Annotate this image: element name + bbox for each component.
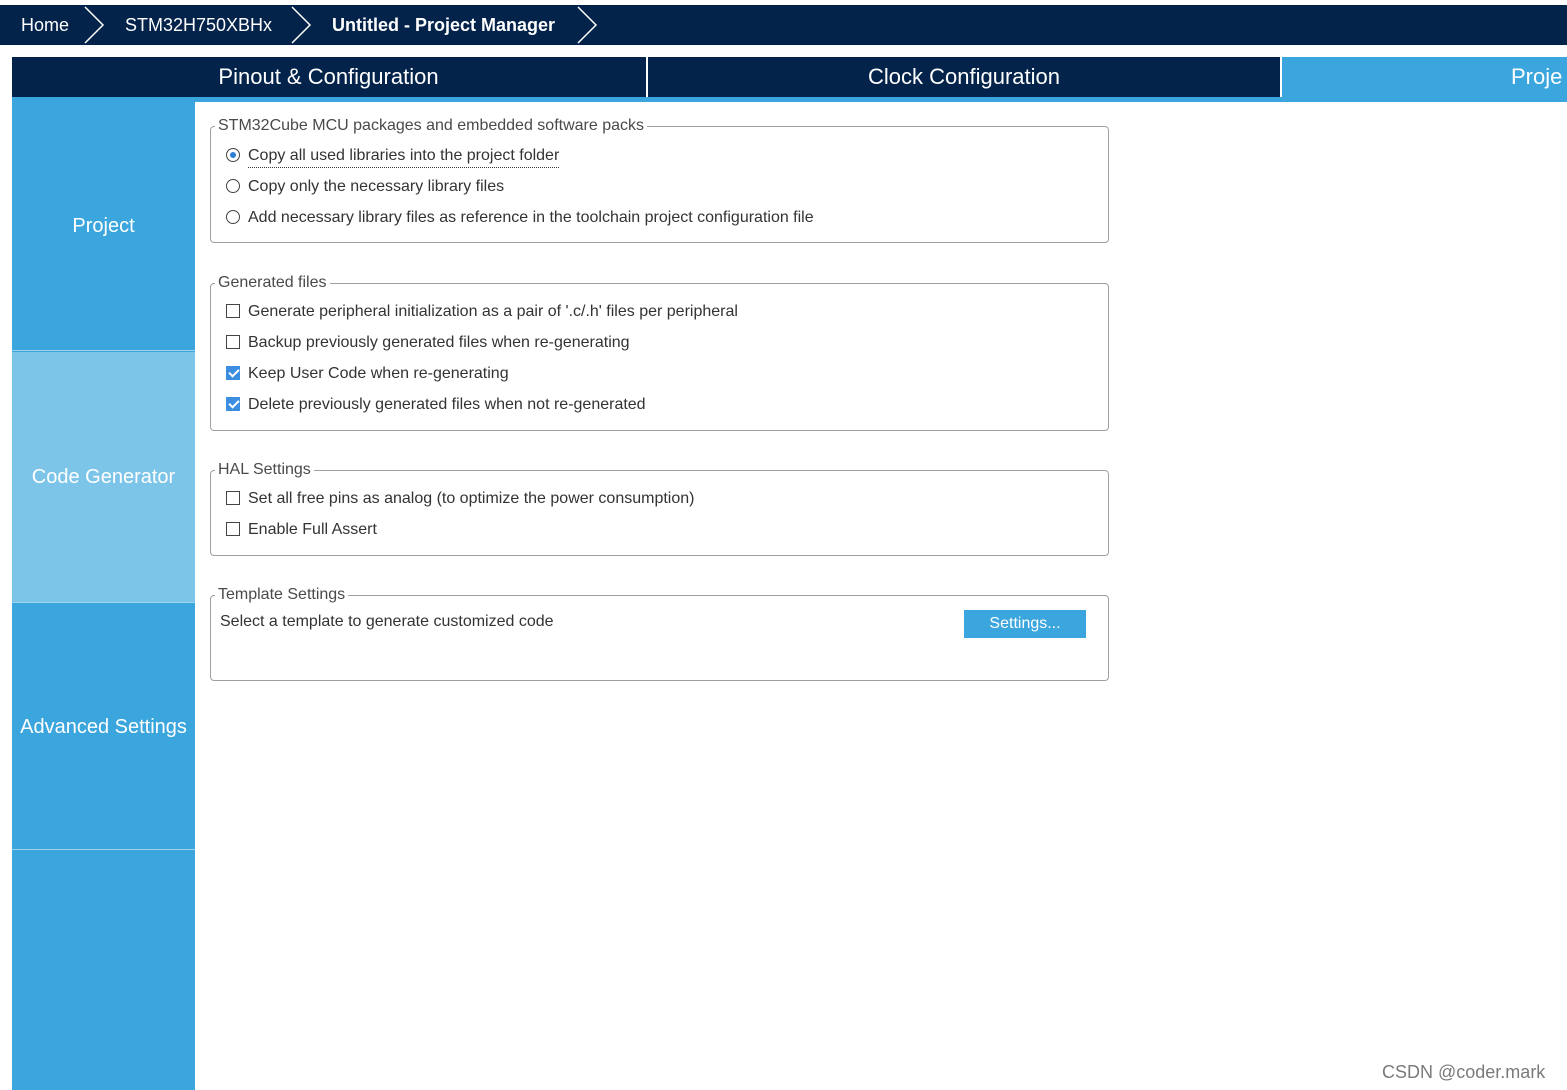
sidebar-divider bbox=[12, 602, 195, 603]
tab-clock-configuration[interactable]: Clock Configuration bbox=[868, 64, 1060, 89]
option-label: Set all free pins as analog (to optimize the power consumption) bbox=[248, 490, 695, 507]
chevron-right-icon bbox=[83, 5, 105, 45]
checkbox-icon[interactable] bbox=[226, 522, 240, 536]
checkbox-icon[interactable] bbox=[226, 491, 240, 505]
option-label: Delete previously generated files when not re-generated bbox=[248, 396, 646, 413]
radio-icon[interactable] bbox=[226, 210, 240, 224]
option-label: Keep User Code when re-generating bbox=[248, 365, 509, 382]
tab-project-manager-label: Proje bbox=[1511, 64, 1563, 89]
option-label: Add necessary library files as reference in the toolchain project configuration file bbox=[248, 209, 814, 226]
radio-icon[interactable] bbox=[226, 179, 240, 193]
hal-settings-group bbox=[210, 461, 1109, 556]
group-title: Template Settings bbox=[215, 585, 348, 605]
tab-pinout-configuration[interactable]: Pinout & Configuration bbox=[218, 64, 439, 89]
sidebar-item-project[interactable] bbox=[12, 102, 195, 350]
checkbox-icon[interactable] bbox=[226, 304, 240, 318]
sidebar-item-label: Code Generator bbox=[31, 465, 176, 488]
breadcrumb bbox=[0, 5, 1567, 45]
watermark: CSDN @coder.mark bbox=[1382, 1062, 1546, 1082]
checkbox-checked-icon[interactable] bbox=[226, 366, 240, 380]
chevron-right-icon bbox=[576, 5, 598, 45]
tab-underline bbox=[12, 97, 1567, 102]
sidebar-item-label: Advanced Settings bbox=[20, 715, 187, 738]
sidebar-divider bbox=[12, 350, 195, 351]
sidebar-item-label: Project bbox=[72, 214, 135, 237]
sidebar-item-code-generator[interactable] bbox=[12, 352, 195, 602]
template-description: Select a template to generate customized code bbox=[220, 613, 554, 630]
breadcrumb-current[interactable]: Untitled - Project Manager bbox=[332, 15, 556, 35]
sidebar bbox=[12, 102, 195, 1090]
generated-files-group bbox=[210, 274, 1109, 431]
settings-button[interactable]: Settings... bbox=[964, 610, 1086, 638]
breadcrumb-device[interactable]: STM32H750XBHx bbox=[125, 15, 273, 35]
tab-project-manager[interactable] bbox=[1282, 57, 1567, 97]
option-label: Copy all used libraries into the project folder bbox=[248, 145, 559, 168]
chevron-right-icon bbox=[290, 5, 312, 45]
sidebar-divider bbox=[12, 849, 195, 850]
option-label: Enable Full Assert bbox=[248, 521, 377, 538]
option-label: Backup previously generated files when re-generating bbox=[248, 334, 630, 351]
option-label: Copy only the necessary library files bbox=[248, 178, 505, 195]
group-title: HAL Settings bbox=[215, 460, 314, 480]
option-label: Generate peripheral initialization as a pair of '.c/.h' files per peripheral bbox=[248, 303, 738, 320]
group-title: STM32Cube MCU packages and embedded software packs bbox=[215, 116, 647, 136]
checkbox-icon[interactable] bbox=[226, 335, 240, 349]
breadcrumb-home[interactable]: Home bbox=[21, 15, 70, 35]
main-tabs bbox=[12, 57, 1567, 97]
packs-group bbox=[210, 117, 1109, 243]
group-title: Generated files bbox=[215, 273, 330, 293]
sidebar-item-advanced-settings[interactable] bbox=[12, 604, 195, 850]
radio-selected-icon[interactable] bbox=[226, 148, 240, 162]
checkbox-checked-icon[interactable] bbox=[226, 397, 240, 411]
template-settings-group bbox=[210, 586, 1109, 681]
